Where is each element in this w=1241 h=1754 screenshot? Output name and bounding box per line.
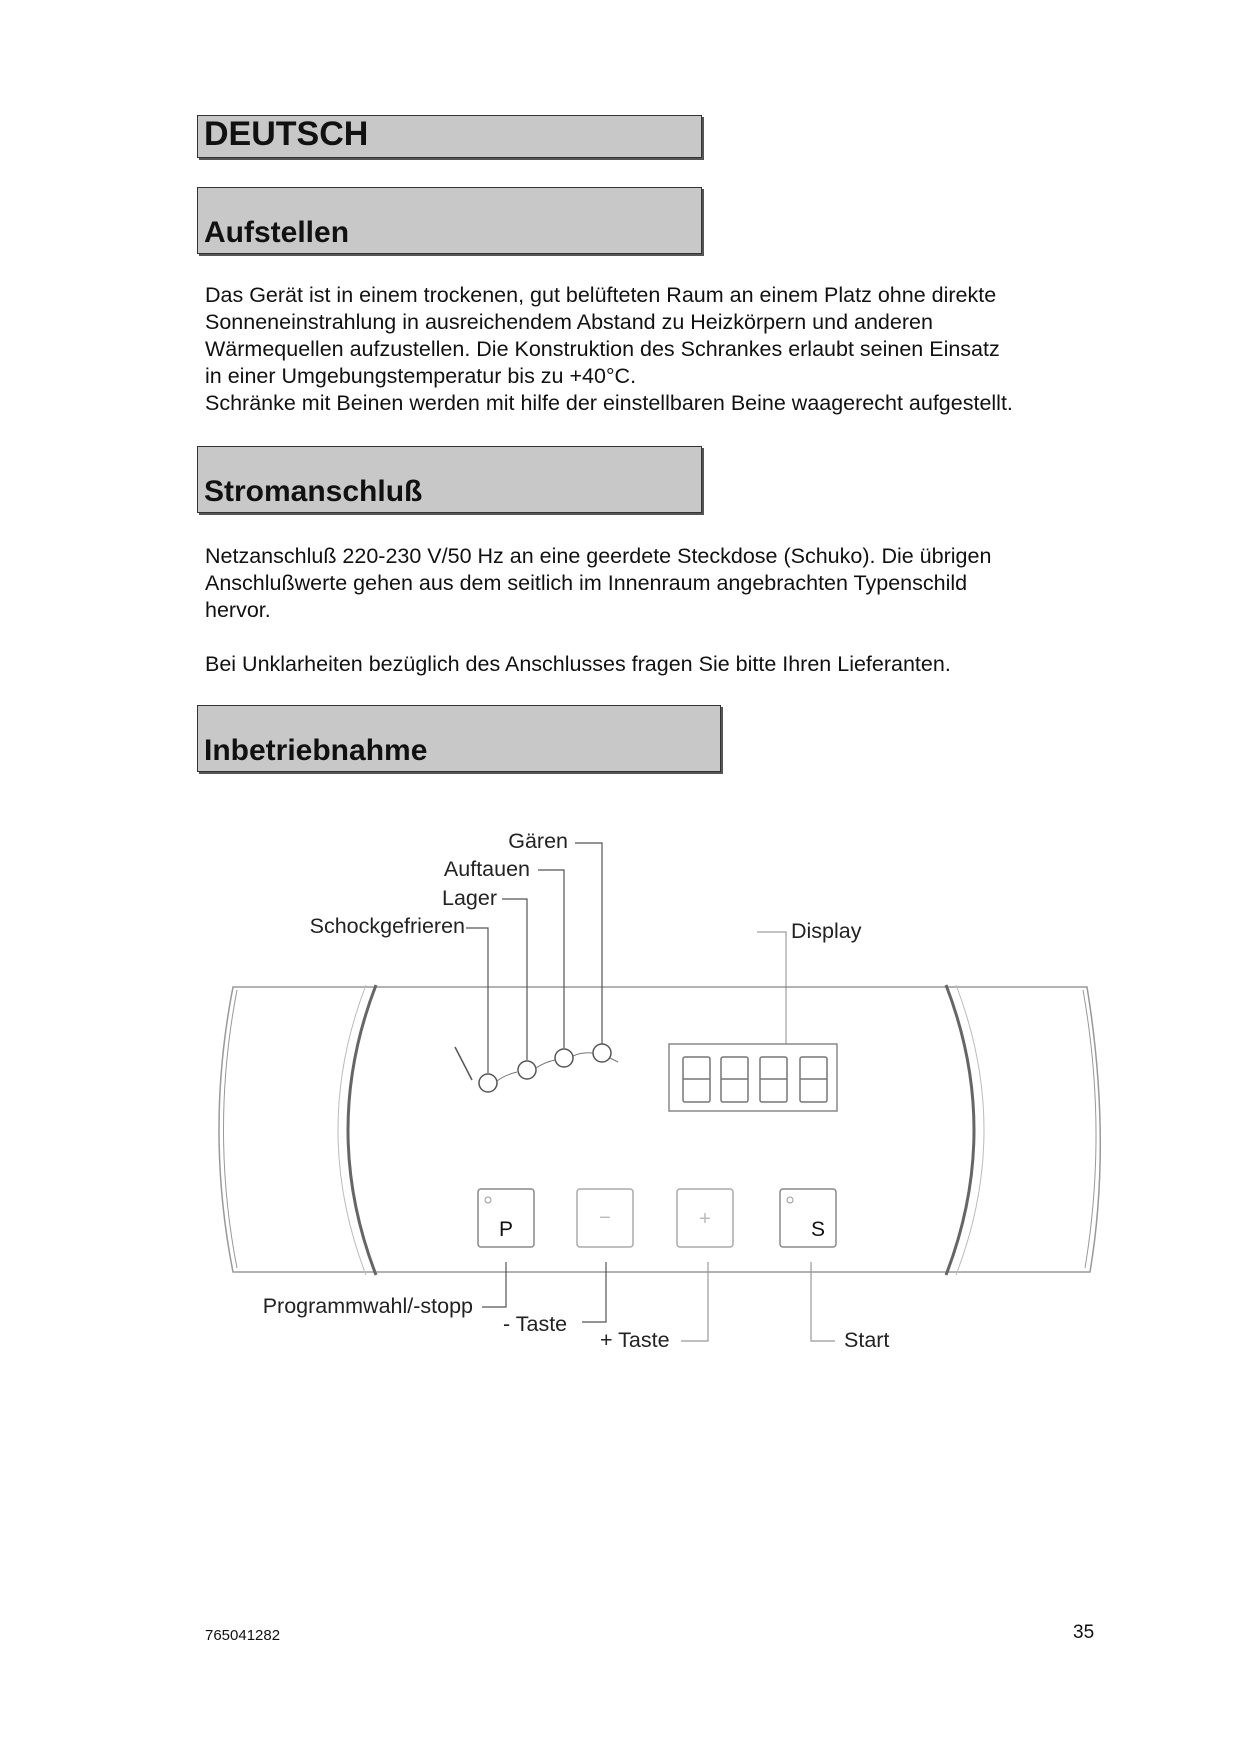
paragraph-lieferant: Bei Unklarheiten bezüglich des Anschlusses fragen Sie bitte Ihren Lieferanten. bbox=[205, 652, 951, 676]
label-start: Start bbox=[844, 1328, 890, 1352]
display-frame bbox=[669, 1044, 837, 1111]
page-number: 35 bbox=[1073, 1622, 1095, 1643]
seven-segment-digits bbox=[683, 1057, 827, 1102]
label-auftauen: Auftauen bbox=[443, 857, 530, 881]
button-p-label[interactable]: P bbox=[498, 1218, 514, 1241]
doc-number: 765041282 bbox=[205, 1627, 281, 1644]
led-schockgefrieren-icon bbox=[479, 1074, 497, 1092]
led-lager-icon bbox=[518, 1061, 536, 1079]
led-auftauen-icon bbox=[555, 1049, 573, 1067]
section-heading: Inbetriebnahme bbox=[204, 734, 428, 767]
section-heading: Aufstellen bbox=[204, 216, 350, 249]
section-heading: Stromanschluß bbox=[204, 475, 423, 508]
label-minus-taste: - Taste bbox=[503, 1312, 568, 1336]
label-lager: Lager bbox=[442, 886, 497, 910]
label-gaeren: Gären bbox=[508, 829, 568, 853]
label-schockgefrieren: Schockgefrieren bbox=[309, 914, 465, 938]
page-title: DEUTSCH bbox=[204, 115, 369, 153]
paragraph-stromanschluss: Netzanschluß 220-230 V/50 Hz an eine geerdete Steckdose (Schuko). Die übrigen Anschlußwerte gehen aus dem seitlich im Innenraum angebrachten Typenschild hervor. bbox=[205, 544, 992, 622]
label-display: Display bbox=[791, 919, 862, 943]
button-plus-label[interactable]: + bbox=[699, 1208, 711, 1230]
label-plus-taste: + Taste bbox=[600, 1328, 670, 1352]
paragraph-aufstellen: Das Gerät ist in einem trockenen, gut belüfteten Raum an einem Platz ohne direkte Sonneneinstrahlung in ausreichendem Abstand zu Heizkörpern und anderen Wärmequellen aufzustellen. Die Konstruktion des Schrankes erlaubt seinen Einsatz in einer Umgebungstemperatur bis zu +40°C. Schränke mit Beinen werden mit hilfe der einstellbaren Beine waagerecht aufgestellt. bbox=[205, 283, 1013, 415]
label-programmwahl: Programmwahl/-stopp bbox=[262, 1294, 473, 1318]
button-s-label[interactable]: S bbox=[810, 1218, 826, 1241]
led-gaeren-icon bbox=[593, 1044, 611, 1062]
button-minus-label[interactable]: − bbox=[599, 1207, 611, 1229]
